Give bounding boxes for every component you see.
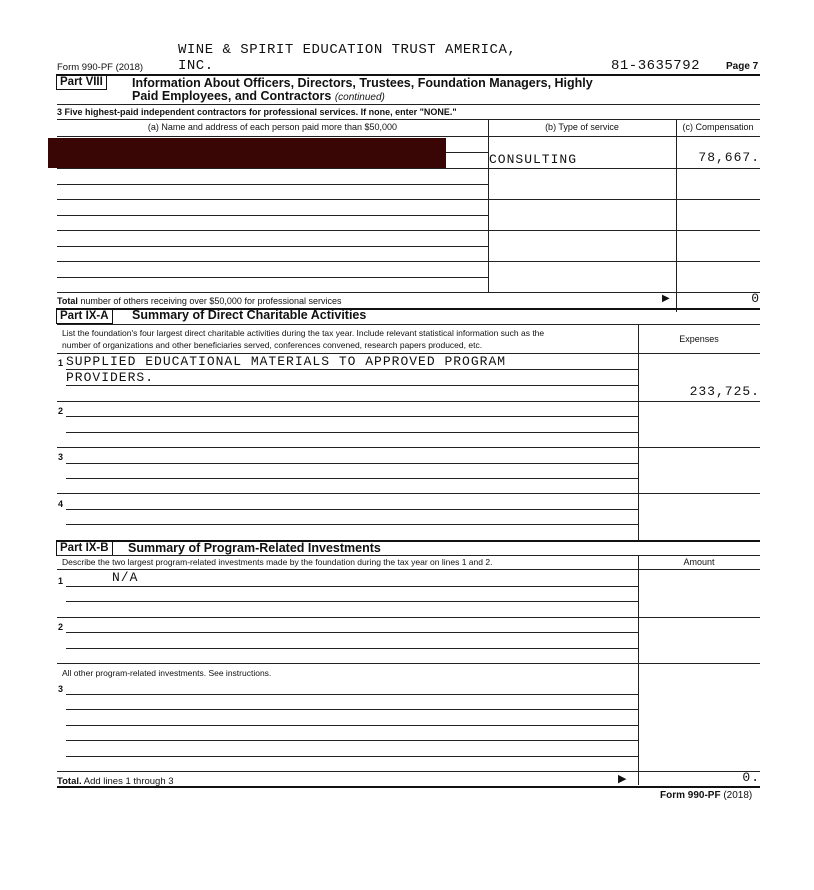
part-viii-title-2: Paid Employees, and Contractors (continued) <box>132 89 385 103</box>
part-ixa-title: Summary of Direct Charitable Activities <box>132 308 367 322</box>
ixa-line1-text-2: PROVIDERS. <box>66 370 155 385</box>
ixb-line1-number: 1 <box>58 576 64 586</box>
ixb-total-value: 0. <box>742 770 760 785</box>
ein: 81-3635792 <box>611 58 701 74</box>
footer-form-label: Form 990-PF (2018) <box>660 790 753 801</box>
ixa-line1-number: 1 <box>58 358 64 368</box>
form-label: Form 990-PF (2018) <box>57 62 144 73</box>
ixb-total-arrow-icon: ▶ <box>618 773 627 785</box>
ixb-line3-number: 3 <box>58 684 64 694</box>
redacted-contractor-name <box>48 138 446 168</box>
ixb-total-label: Total. Add lines 1 through 3 <box>57 776 174 787</box>
ixa-line4-number: 4 <box>58 499 64 509</box>
total-contractors-label: Total number of others receiving over $50,000 for professional services <box>57 296 342 306</box>
total-contractors-value: 0 <box>751 291 760 306</box>
ixa-line1-text-1: SUPPLIED EDUCATIONAL MATERIALS TO APPROVED PROGRAM <box>66 354 507 369</box>
page-number: Page 7 <box>726 61 759 72</box>
ixb-line2-number: 2 <box>58 622 64 632</box>
ixa-line3-number: 3 <box>58 452 64 462</box>
amount-header: Amount <box>683 557 715 567</box>
contractor-compensation: 78,667. <box>698 150 760 165</box>
col-b-header: (b) Type of service <box>545 122 619 132</box>
col-c-header: (c) Compensation <box>682 122 754 132</box>
ixa-line2-number: 2 <box>58 406 64 416</box>
part-viii-label: Part VIII <box>56 74 107 90</box>
part-ixa-label: Part IX-A <box>56 308 113 324</box>
line3-instruction: 3 Five highest-paid independent contractors for professional services. If none, enter "NONE." <box>57 107 457 117</box>
part-ixb-label: Part IX-B <box>56 540 113 556</box>
contractor-service-type: CONSULTING <box>489 152 578 167</box>
ixa-line1-expense: 233,725. <box>689 384 760 399</box>
arrow-icon: ▶ <box>662 293 670 304</box>
part-ixa-description: List the foundation's four largest direct charitable activities during the tax year. Include relevant statistical information such as the number of organizations and other beneficiaries served, conferences convened, research papers produced, etc. <box>62 328 545 350</box>
col-a-header: (a) Name and address of each person paid more than $50,000 <box>147 122 398 132</box>
part-viii-title-1: Information About Officers, Directors, Trustees, Foundation Managers, Highly <box>132 76 593 90</box>
ixb-line1-text: N/A <box>112 570 139 585</box>
ixb-other-text: All other program-related investments. See instructions. <box>62 668 272 678</box>
part-ixb-description: Describe the two largest program-related investments made by the foundation during the tax year on lines 1 and 2. <box>62 557 493 567</box>
org-name-line1: WINE & SPIRIT EDUCATION TRUST AMERICA, <box>178 42 517 58</box>
org-name-line2: INC. <box>178 58 214 74</box>
expenses-header: Expenses <box>679 334 719 344</box>
part-ixb-title: Summary of Program-Related Investments <box>128 541 381 555</box>
